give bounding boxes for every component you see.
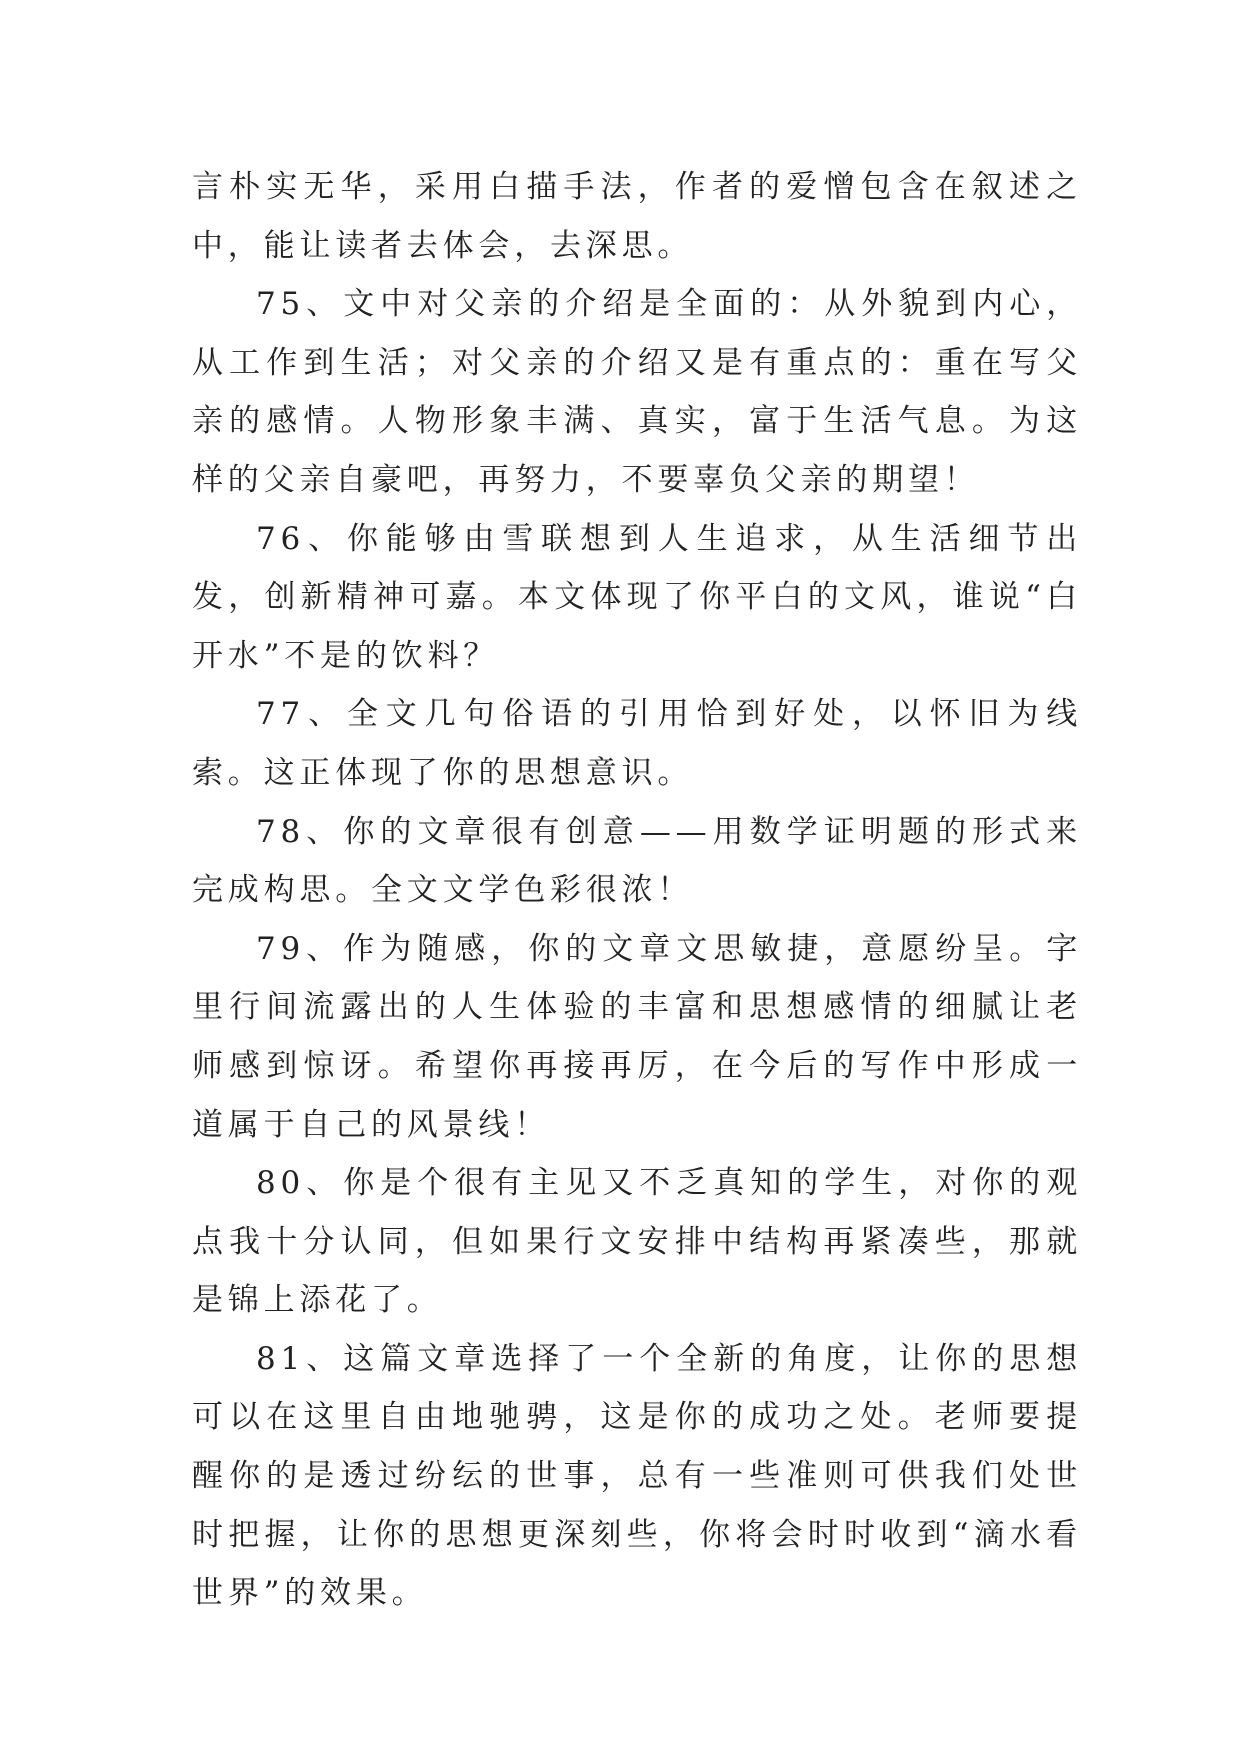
paragraph-continuation: 言朴实无华，采用白描手法，作者的爱憎包含在叙述之中，能让读者去体会，去深思。 xyxy=(192,169,1082,264)
paragraph-79: 79、作为随感，你的文章文思敏捷，意愿纷呈。字里行间流露出的人生体验的丰富和思想感情的细腻让老师感到惊讶。希望你再接再厉，在今后的写作中形成一道属于自己的风景线！ xyxy=(192,930,1082,1143)
paragraph-78: 78、你的文章很有创意——用数学证明题的形式来完成构思。全文文学色彩很浓！ xyxy=(192,813,1082,909)
paragraph-75: 75、文中对父亲的介绍是全面的：从外貌到内心，从工作到生活；对父亲的介绍又是有重点的：重在写父亲的感情。人物形象丰满、真实，富于生活气息。为这样的父亲自豪吧，再努力，不要辜负父亲的期望！ xyxy=(192,286,1082,498)
paragraph-76: 76、你能够由雪联想到人生追求，从生活细节出发，创新精神可嘉。本文体现了你平白的文风，谁说“白开水”不是的饮料？ xyxy=(192,520,1082,674)
paragraph-77: 77、全文几句俗语的引用恰到好处，以怀旧为线索。这正体现了你的思想意识。 xyxy=(192,696,1082,791)
paragraph-80: 80、你是个很有主见又不乏真知的学生，对你的观点我十分认同，但如果行文安排中结构再紧凑些，那就是锦上添花了。 xyxy=(192,1165,1082,1319)
document-body xyxy=(192,158,1082,1623)
paragraph-81: 81、这篇文章选择了一个全新的角度，让你的思想可以在这里自由地驰骋，这是你的成功之处。老师要提醒你的是透过纷纭的世事，总有一些准则可供我们处世时把握，让你的思想更深刻些，你将会时时收到“滴水看世界”的效果。 xyxy=(192,1340,1082,1612)
